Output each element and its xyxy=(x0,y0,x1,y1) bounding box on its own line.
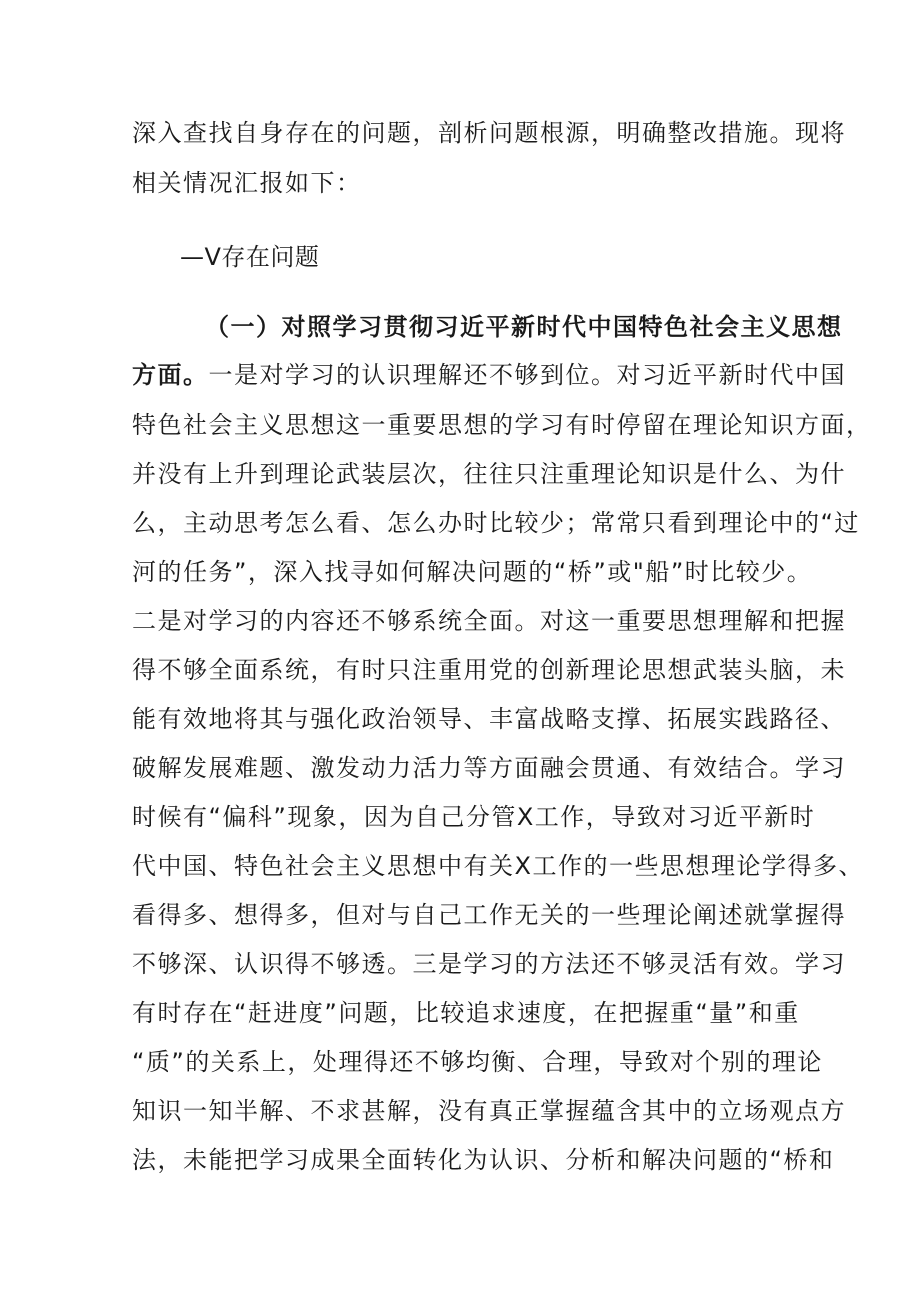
body-line: 并没有上升到理论武装层次，往往只注重理论知识是什么、为什 xyxy=(132,460,846,488)
body-line: 么，主动思考怎么看、怎么办时比较少；常常只看到理论中的“过 xyxy=(132,509,860,537)
subsection-title-line-1: （一）对照学习贯彻习近平新时代中国特色社会主义思想 xyxy=(205,313,843,341)
body-line: “质”的关系上，处理得还不够均衡、合理，导致对个别的理论 xyxy=(132,1048,823,1076)
body-line: 河的任务”，深入找寻如何解决问题的“桥”或"船”时比较少。 xyxy=(132,558,813,586)
body-line: 法，未能把学习成果全面转化为认识、分析和解决问题的“桥和 xyxy=(132,1146,835,1174)
body-line: 时候有“偏科”现象，因为自己分管X工作，导致对习近平新时 xyxy=(132,803,816,831)
body-line: 看得多、想得多，但对与自己工作无关的一些理论阐述就掌握得 xyxy=(132,901,846,929)
subsection-title-end: 方面。 xyxy=(132,361,209,389)
subsection-title-line-2 xyxy=(132,360,846,390)
body-line: 二是对学习的内容还不够系统全面。对这一重要思想理解和把握 xyxy=(132,607,846,635)
body-line: 破解发展难题、激发动力活力等方面融会贯通、有效结合。学习 xyxy=(132,754,846,782)
body-line: 有时存在“赶进度”问题，比较追求速度，在把握重“量”和重 xyxy=(132,999,800,1027)
body-line: 得不够全面系统，有时只注重用党的创新理论思想武装头脑，未 xyxy=(132,656,846,684)
body-line: 能有效地将其与强化政治领导、丰富战略支撑、拓展实践路径、 xyxy=(132,705,846,733)
point-one-start: 一是对学习的认识理解还不够到位。对习近平新时代中国 xyxy=(208,361,846,389)
intro-line-1: 深入查找自身存在的问题，剖析问题根源，明确整改措施。现将 xyxy=(132,119,846,147)
body-line: 不够深、认识得不够透。三是学习的方法还不够灵活有效。学习 xyxy=(132,950,846,978)
body-line: 代中国、特色社会主义思想中有关X工作的一些思想理论学得多、 xyxy=(132,852,864,880)
body-line: 特色社会主义思想这一重要思想的学习有时停留在理论知识方面， xyxy=(132,411,872,439)
body-line: 知识一知半解、不求甚解，没有真正掌握蕴含其中的立场观点方 xyxy=(132,1097,846,1125)
intro-line-2: 相关情况汇报如下： xyxy=(132,169,362,197)
section-heading: —V存在问题 xyxy=(180,243,320,271)
